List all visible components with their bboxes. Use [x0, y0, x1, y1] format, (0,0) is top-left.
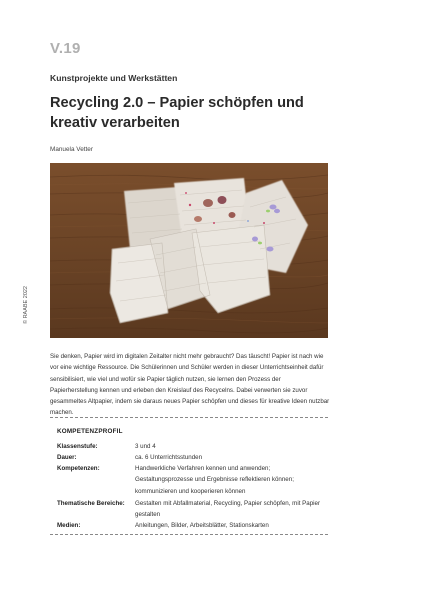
profile-value: 3 und 4	[135, 443, 156, 450]
profile-value: ca. 6 Unterrichtsstunden	[135, 454, 203, 461]
handmade-paper-photo	[50, 163, 328, 338]
divider-bottom	[50, 534, 328, 535]
profile-label: Klassenstufe:	[57, 443, 98, 450]
copyright-notice	[20, 275, 32, 335]
profile-label: Medien:	[57, 522, 81, 529]
unit-code: V.19	[50, 40, 81, 57]
profile-heading: KOMPETENZPROFIL	[57, 428, 123, 435]
profile-label: Thematische Bereiche:	[57, 500, 125, 507]
copyright-text: © RAABE 2022	[23, 286, 29, 324]
profile-value: Handwerkliche Verfahren kennen und anwenden; Gestaltungsprozesse und Ergebnisse reflektieren können; kommunizieren und kooperieren können	[135, 465, 294, 495]
profile-label: Dauer:	[57, 454, 77, 461]
page-title: Recycling 2.0 – Papier schöpfen und kreativ verarbeiten	[50, 95, 304, 131]
profile-value: Anleitungen, Bilder, Arbeitsblätter, Stationskarten	[135, 522, 269, 529]
author-name: Manuela Vetter	[50, 146, 93, 153]
divider-top	[50, 417, 328, 418]
profile-value: Gestalten mit Abfallmaterial, Recycling, Papier schöpfen, mit Papier gestalten	[135, 500, 321, 519]
profile-label: Kompetenzen:	[57, 465, 100, 472]
series-title: Kunstprojekte und Werkstätten	[50, 73, 178, 83]
intro-paragraph: Sie denken, Papier wird im digitalen Zeitalter nicht mehr gebraucht? Das täuscht! Papier ist nach wie vor eine wichtige Ressource. Die Schülerinnen und Schüler werden in dieser Unterrichtseinheit dafür sensibilisiert, wie viel und wofür sie Papier täglich nutzen, sie lernen den Prozess der Papierherstellung kennen und erleben den Kreislauf des Recycelns. Dabei verwerten sie zuvor gesammeltes Altpapier, indem sie daraus neues Papier schöpfen und dieses für kreative Ideen nutzbar machen.	[50, 353, 330, 417]
